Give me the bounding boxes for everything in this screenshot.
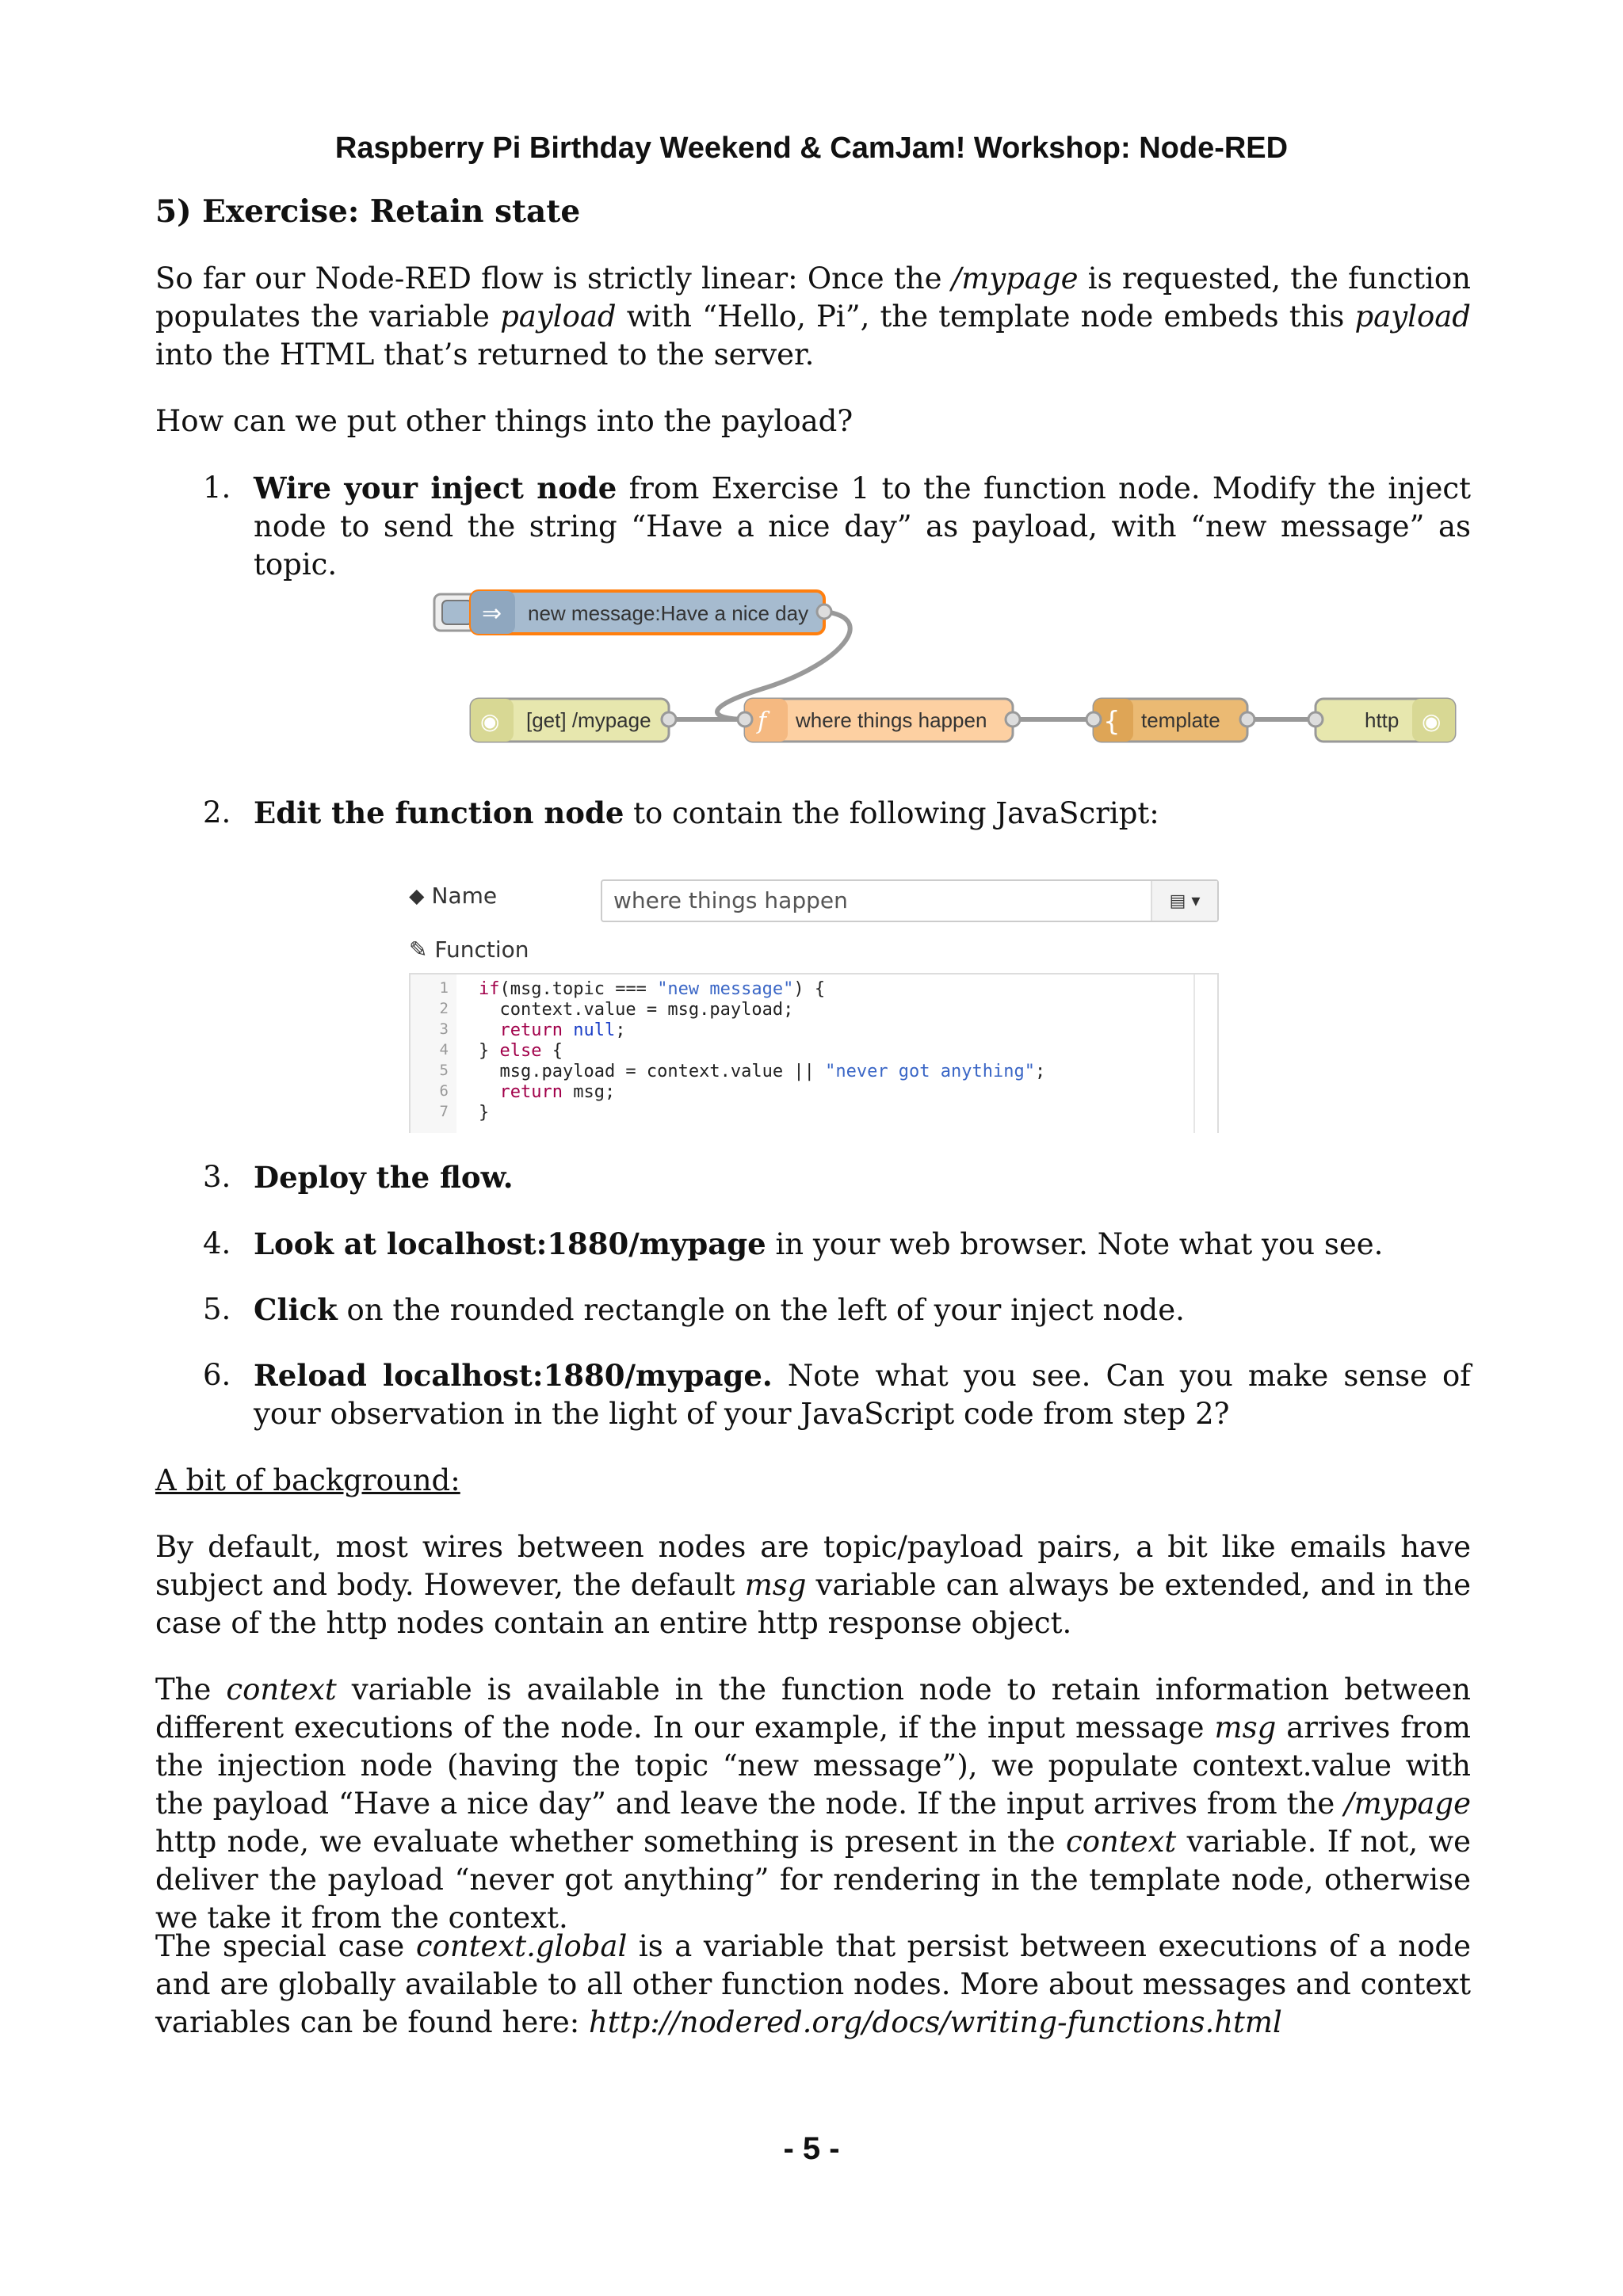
name-field-label: ⬥ Name	[409, 883, 498, 909]
svg-text:◉: ◉	[480, 708, 500, 734]
function-label: where things happen	[796, 708, 987, 732]
code-line	[411, 1041, 1217, 1062]
line-number: 4	[439, 1041, 449, 1058]
book-dropdown-button[interactable]	[1151, 881, 1217, 921]
tag-icon: ⬥	[409, 883, 425, 909]
svg-text:{: {	[1103, 706, 1121, 738]
svg-text:◉: ◉	[1422, 708, 1442, 734]
http-label: http	[1365, 708, 1400, 732]
code-line	[411, 1103, 1217, 1123]
http-in-node[interactable]	[471, 699, 676, 742]
line-number: 7	[439, 1103, 449, 1120]
http-response-node[interactable]	[1308, 699, 1455, 742]
code-editor[interactable]	[409, 973, 1219, 1133]
code-line	[411, 1020, 1217, 1041]
background-paragraph-2: The context variable is available in the function node to retain information between different executions of the node. In our example, if the input message msg arrives from the injection node (having the topic “new message”), we populate context.value with the payload “Have a nice day” and leave the node. If the input arrives from the /mypage http node, we evaluate whether something is present in the context variable. If not, we deliver the payload “never got anything” for rendering in the template node, otherwise we take it from the context.	[155, 1672, 1472, 1935]
line-number: 2	[439, 1000, 449, 1017]
code-text: if(msg.topic === "new message") {	[479, 979, 826, 999]
section-title: 5) Exercise: Retain state	[155, 193, 581, 230]
book-icon: ▤	[1169, 891, 1186, 911]
code-text: context.value = msg.payload;	[479, 1000, 794, 1020]
line-number: 6	[439, 1082, 449, 1100]
function-field-label: ✎ Function	[409, 936, 529, 963]
inject-label: new message:Have a nice day	[528, 601, 809, 625]
step-3: 3. Deploy the flow.	[203, 1160, 514, 1195]
template-node[interactable]	[1086, 699, 1254, 742]
code-text: return msg;	[479, 1082, 616, 1102]
chevron-down-icon: ▾	[1191, 891, 1201, 911]
wrench-icon: ✎	[409, 936, 428, 963]
code-text: }	[479, 1103, 490, 1123]
function-editor-panel	[404, 871, 1228, 1133]
code-text: return null;	[479, 1020, 626, 1040]
svg-text:⇒: ⇒	[482, 600, 502, 627]
code-text: msg.payload = context.value || "never got anything";	[479, 1062, 1046, 1081]
step-4: 4. Look at localhost:1880/mypage in your web browser. Note what you see.	[203, 1226, 1384, 1261]
template-label: template	[1141, 708, 1220, 732]
page-header: Raspberry Pi Birthday Weekend & CamJam! Workshop: Node-RED	[334, 132, 1289, 165]
background-paragraph-3: The special case context.global is a variable that persist between executions of a node and are globally available to all other function nodes. More about messages and context variables can be found here: http://nodered.org/docs/writing-functions.html	[155, 1929, 1471, 2039]
get-label: [get] /mypage	[526, 708, 651, 732]
background-heading: A bit of background:	[155, 1463, 460, 1497]
docs-link[interactable]: http://nodered.org/docs/writing-functions.html	[589, 2005, 1282, 2039]
step-5: 5. Click on the rounded rectangle on the left of your inject node.	[203, 1292, 1185, 1327]
function-node[interactable]	[738, 699, 1020, 742]
background-paragraph-1: By default, most wires between nodes are topic/payload pairs, a bit like emails have subject and body. However, the default msg variable can always be extended, and in the case of the http nodes contain an entire http response object.	[155, 1530, 1471, 1640]
line-number: 1	[439, 979, 449, 997]
inject-node[interactable]	[434, 591, 831, 634]
step-2: 2. Edit the function node to contain the following JavaScript:	[203, 795, 1159, 830]
code-line	[411, 1000, 1217, 1020]
code-line	[411, 1062, 1217, 1082]
page-number: - 5 -	[783, 2131, 840, 2166]
code-line	[411, 979, 1217, 1000]
question-paragraph: How can we put other things into the payload?	[155, 404, 854, 438]
code-line	[411, 1082, 1217, 1103]
step-6: 6. Reload localhost:1880/mypage. Note what you see. Can you make sense of your observation in the light of your JavaScript code from step 2?	[203, 1358, 1472, 1431]
code-text: } else {	[479, 1041, 563, 1061]
svg-text:f: f	[758, 707, 767, 735]
intro-paragraph: So far our Node-RED flow is strictly linear: Once the /mypage is requested, the function populates the variable payload with “Hello, Pi”, the template node embeds this payload into the HTML that’s returned to the server.	[155, 261, 1471, 372]
step-1: 1. Wire your inject node from Exercise 1 to the function node. Modify the inject node to send the string “Have a nice day” as payload, with “new message” as topic.	[203, 471, 1471, 582]
line-number: 5	[439, 1062, 449, 1079]
line-number: 3	[439, 1020, 449, 1038]
name-input[interactable]: where things happen ▤ ▾	[601, 879, 1219, 922]
